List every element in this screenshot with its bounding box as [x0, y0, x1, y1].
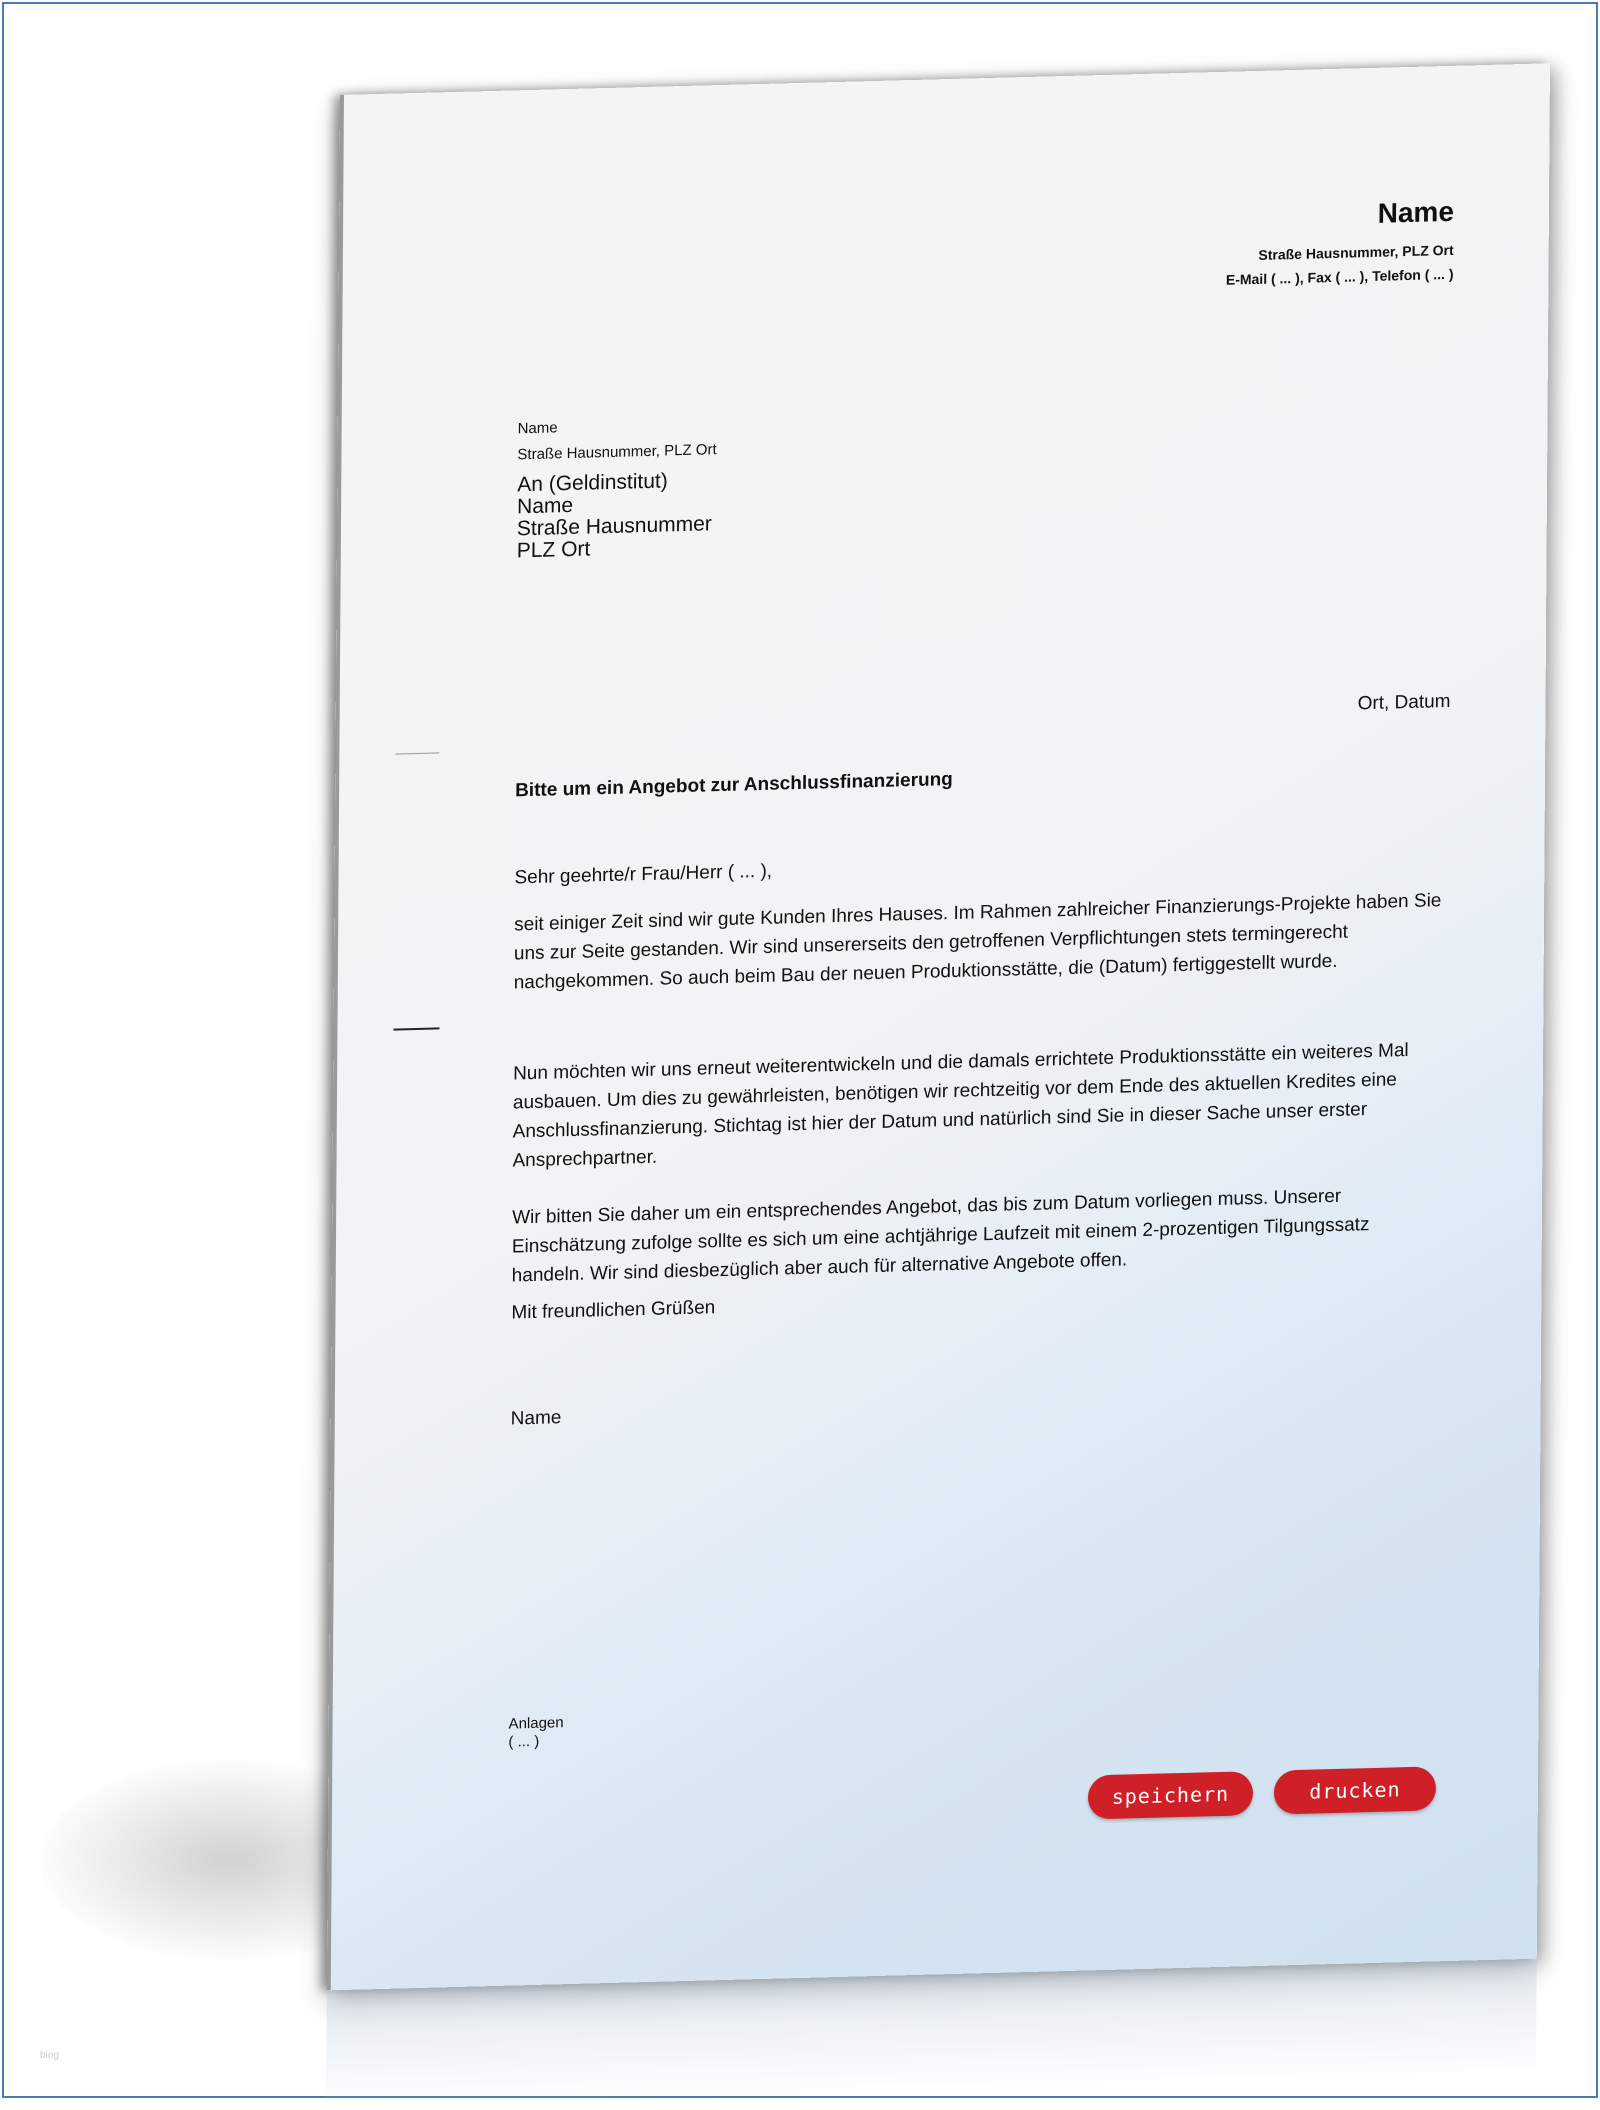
- recipient-line: An (Geldinstitut): [517, 469, 668, 497]
- letterhead-address: Straße Hausnummer, PLZ Ort: [1258, 241, 1454, 263]
- watermark-text: blog: [40, 2050, 59, 2061]
- subject-line: Bitte um ein Angebot zur Anschlussfinanzierung: [515, 768, 953, 802]
- signature-name: Name: [510, 1407, 562, 1430]
- save-button[interactable]: speichern: [1088, 1771, 1253, 1819]
- letterhead-contact: E-Mail ( ... ), Fax ( ... ), Telefon ( ... ): [1225, 265, 1454, 288]
- body-paragraph: Nun möchten wir uns erneut weiterentwickeln und die damals errichtete Produktionsstätte ein weiteres Mal ausbauen. Um dies zu gewährleisten, benötigen wir rechtzeitig vor dem Ende des aktuellen Kredites eine Anschlussfinanzierung. Stichtag ist hier der Datum und natürlich sind Sie in dieser Sache unser erster Ansprechpartner.: [512, 1040, 1409, 1172]
- print-button[interactable]: drucken: [1274, 1766, 1436, 1814]
- sheet-surface: [327, 63, 1550, 1990]
- body-paragraph: Wir bitten Sie daher um ein entsprechendes Angebot, das bis zum Datum vorliegen muss. Unserer Einschätzung zufolge sollte es sich um eine achtjährige Laufzeit mit einem 2-prozentigen Tilgungssatz handeln. Wir sind diesbezüglich aber auch für alternative Angebote offen.: [511, 1185, 1370, 1287]
- return-address-name: Name: [517, 419, 558, 438]
- attachments-value: ( ... ): [508, 1732, 540, 1751]
- attachments-label: Anlagen: [508, 1714, 564, 1733]
- recipient-block: [517, 469, 713, 562]
- letterhead-name: Name: [1377, 195, 1455, 229]
- body-paragraph: seit einiger Zeit sind wir gute Kunden Ihres Hauses. Im Rahmen zahlreicher Finanzierungs-Projekte haben Sie uns zur Seite gestanden. Wir sind unsererseits den getroffenen Verpflichtungen stets termingerecht nachgekommen. So auch beim Bau der neuen Produktionsstätte, die (Datum) fertiggestellt wurde.: [513, 890, 1442, 994]
- place-date: Ort, Datum: [1357, 690, 1451, 715]
- salutation: Sehr geehrte/r Frau/Herr ( ... ),: [514, 860, 773, 889]
- letter-sheet: [327, 63, 1550, 1990]
- recipient-line: Name: [517, 493, 574, 519]
- closing: Mit freundlichen Grüßen: [511, 1297, 716, 1324]
- return-address-street: Straße Hausnummer, PLZ Ort: [517, 441, 717, 464]
- recipient-line: Straße Hausnummer: [516, 512, 712, 541]
- recipient-line: PLZ Ort: [516, 537, 591, 563]
